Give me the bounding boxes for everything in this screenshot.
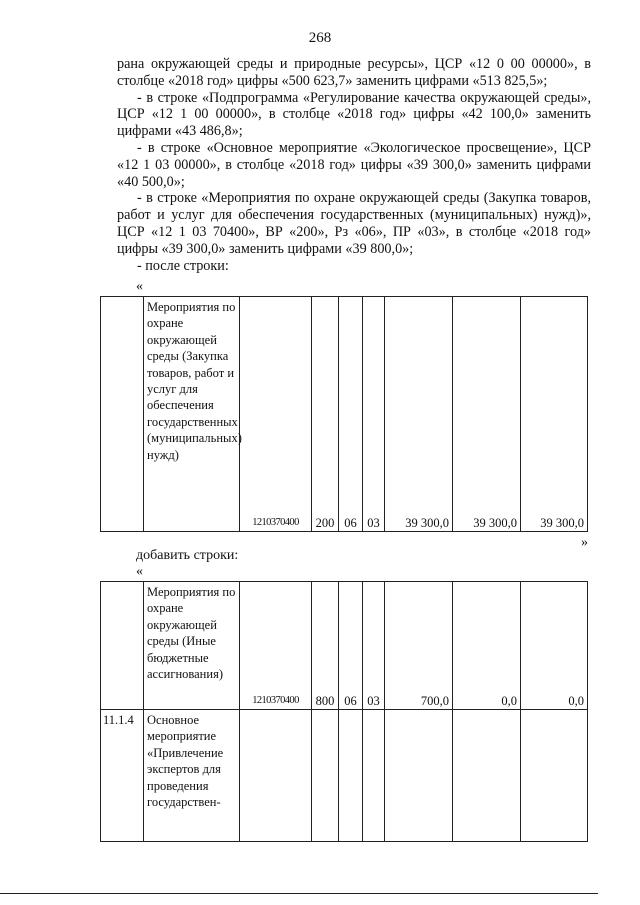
csr-code: 1210370400 xyxy=(240,297,312,532)
year-1-value xyxy=(385,710,453,842)
budget-table-added-rows xyxy=(100,581,588,842)
after-row-line: - после строки: xyxy=(137,257,229,274)
year-1-value: 700,0 xyxy=(385,582,453,710)
document-body xyxy=(117,56,591,274)
pr-code: 03 xyxy=(363,297,385,532)
pr-code xyxy=(363,710,385,842)
vr-code xyxy=(312,710,339,842)
closing-quote: » xyxy=(581,535,588,550)
csr-code: 1210370400 xyxy=(240,582,312,710)
row-index: 11.1.4 xyxy=(101,710,144,842)
page-number: 268 xyxy=(308,30,332,46)
year-2-value xyxy=(453,710,521,842)
paragraph: - в строке «Основное мероприятие «Экологическое просвещение», ЦСР «12 1 03 00000», в столбце «2018 год» цифры «39 300,0» заменить цифрами «40 500,0»; xyxy=(117,139,591,190)
vr-code: 800 xyxy=(312,582,339,710)
year-3-value: 0,0 xyxy=(521,582,588,710)
add-rows-caption: добавить строки: xyxy=(136,548,239,563)
paragraph: - в строке «Подпрограмма «Регулирование качества окружающей среды», ЦСР «12 1 00 00000», в столбце «2018 год» цифры «42 100,0» заменить цифрами «43 486,8»; xyxy=(117,89,591,140)
paragraph: рана окружающей среды и природные ресурсы», ЦСР «12 0 00 00000», в столбце «2018 год» цифры «500 623,7» заменить цифрами «513 825,5»; xyxy=(117,56,591,89)
year-3-value xyxy=(521,710,588,842)
year-2-value: 39 300,0 xyxy=(453,297,521,532)
row-index xyxy=(101,582,144,710)
paragraph: - в строке «Мероприятия по охране окружающей среды (Закупка товаров, работ и услуг для обеспечения государственных (муниципальных) нужд)», ЦСР «12 1 03 70400», ВР «200», Рз «06», ПР «03», в столбце «2018 год» цифры «39 300,0» заменить цифрами «39 800,0»; xyxy=(117,190,591,257)
csr-code xyxy=(240,710,312,842)
rz-code: 06 xyxy=(339,297,363,532)
opening-quote: « xyxy=(136,564,143,579)
vr-code: 200 xyxy=(312,297,339,532)
row-index xyxy=(101,297,144,532)
year-3-value: 39 300,0 xyxy=(521,297,588,532)
table-row xyxy=(101,297,588,532)
opening-quote: « xyxy=(136,279,143,294)
year-1-value: 39 300,0 xyxy=(385,297,453,532)
table-row xyxy=(101,582,588,710)
rz-code: 06 xyxy=(339,582,363,710)
row-name: Основное мероприятие «Привлечение экспертов для проведения государствен- xyxy=(144,710,240,842)
rz-code xyxy=(339,710,363,842)
year-2-value: 0,0 xyxy=(453,582,521,710)
table-row xyxy=(101,710,588,842)
budget-table-existing-row xyxy=(100,296,588,532)
pr-code: 03 xyxy=(363,582,385,710)
row-name: Мероприятия по охране окружающей среды (Иные бюджетные ассигнования) xyxy=(144,582,240,710)
row-name: Мероприятия по охране окружающей среды (Закупка товаров, работ и услуг для обеспечения государственных (муниципальных) нужд) xyxy=(144,297,240,532)
bottom-divider xyxy=(0,893,598,894)
